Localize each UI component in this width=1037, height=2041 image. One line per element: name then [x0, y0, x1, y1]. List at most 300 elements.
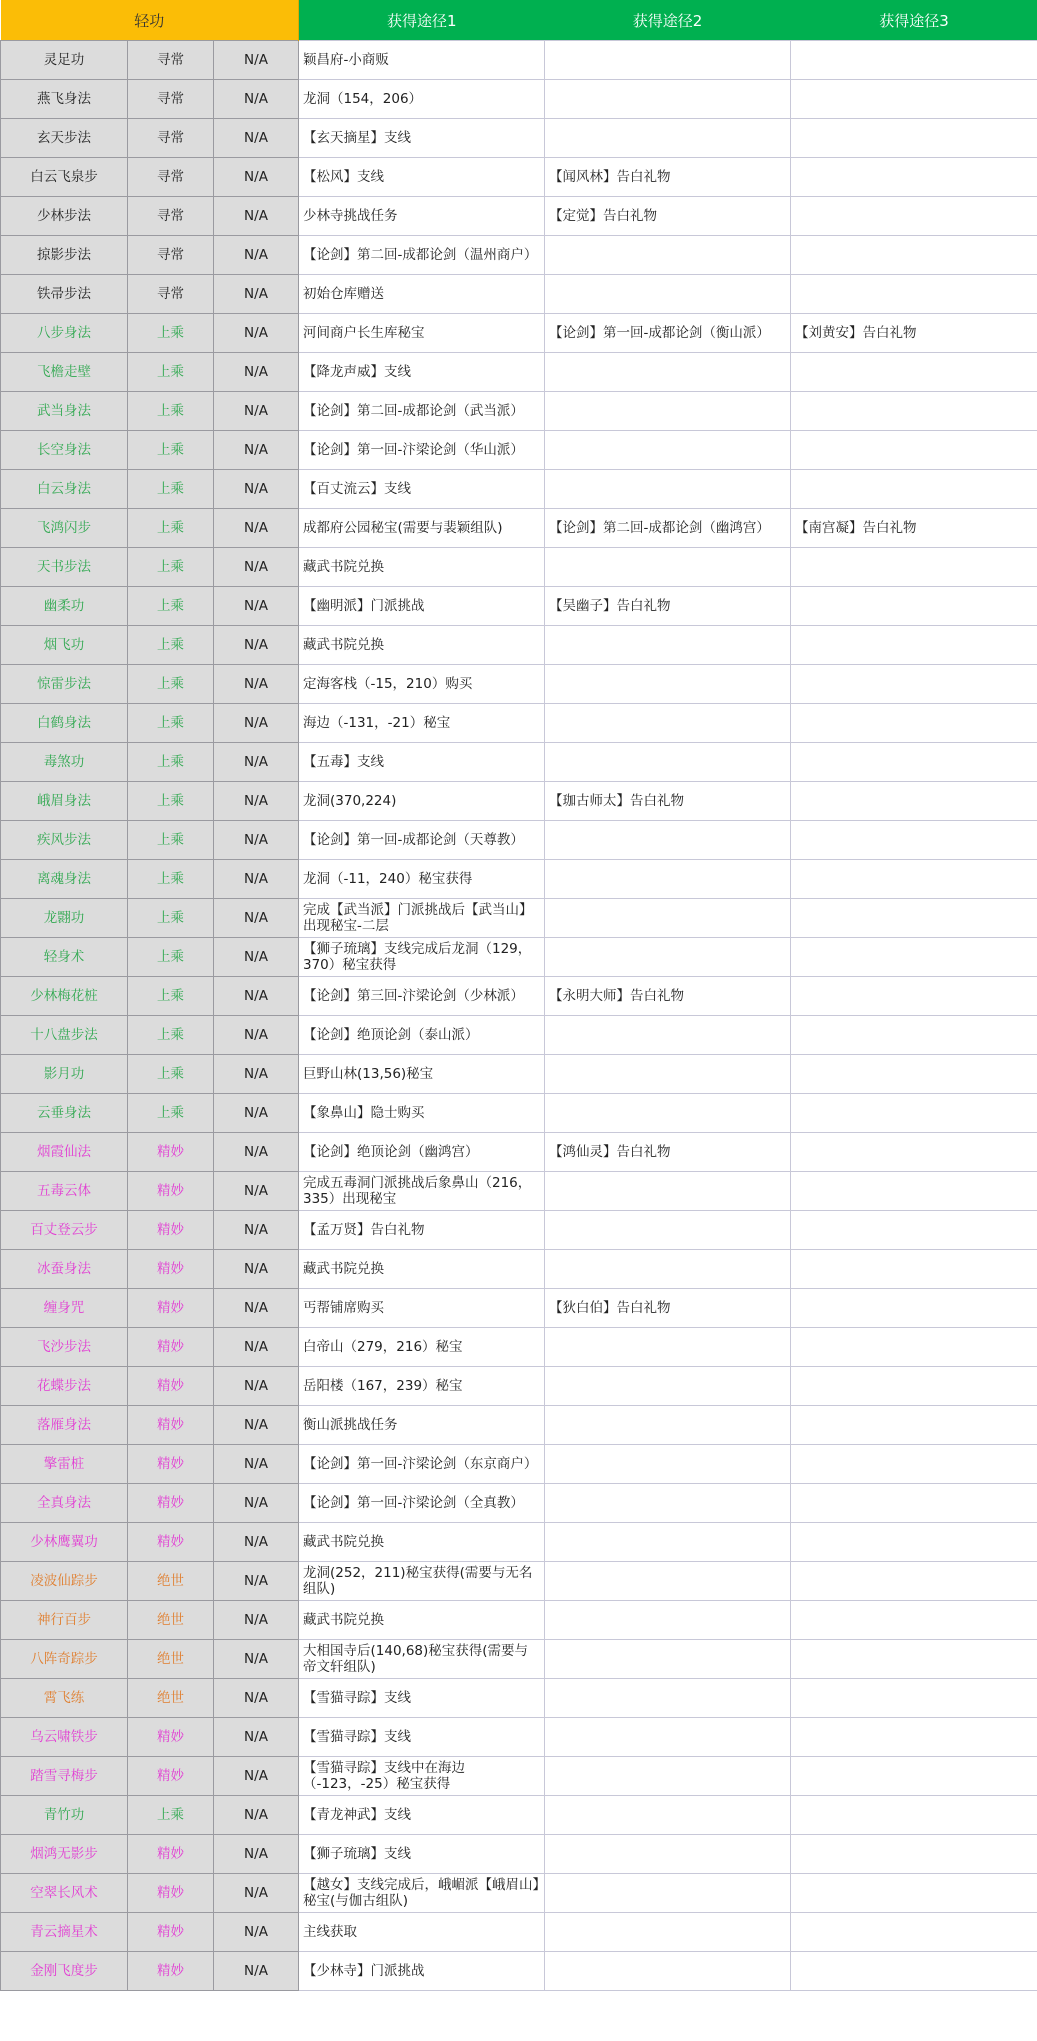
- source-3-cell: [791, 1601, 1037, 1640]
- na-cell: N/A: [214, 1952, 299, 1991]
- skill-name-cell: 白云飞泉步: [1, 158, 128, 197]
- table-row: [1, 431, 1037, 470]
- quality-cell: 上乘: [128, 1796, 214, 1835]
- skill-name-cell: 霄飞练: [1, 1679, 128, 1718]
- source-2-cell: [545, 392, 791, 431]
- na-cell: N/A: [214, 1874, 299, 1913]
- source-1-cell: 【五毒】支线: [299, 743, 545, 782]
- na-cell: N/A: [214, 1757, 299, 1796]
- table-row: [1, 1328, 1037, 1367]
- quality-cell: 上乘: [128, 821, 214, 860]
- source-2-cell: [545, 1406, 791, 1445]
- table-row: [1, 1523, 1037, 1562]
- source-1-cell: 【论剑】第二回-成都论剑（温州商户）: [299, 236, 545, 275]
- source-3-cell: [791, 1211, 1037, 1250]
- table-row: [1, 197, 1037, 236]
- source-3-cell: [791, 1679, 1037, 1718]
- source-2-cell: [545, 626, 791, 665]
- quality-cell: 绝世: [128, 1640, 214, 1679]
- source-3-cell: [791, 1874, 1037, 1913]
- source-1-cell: 龙洞（-11，240）秘宝获得: [299, 860, 545, 899]
- na-cell: N/A: [214, 665, 299, 704]
- source-2-cell: [545, 860, 791, 899]
- na-cell: N/A: [214, 1328, 299, 1367]
- source-2-cell: [545, 1328, 791, 1367]
- na-cell: N/A: [214, 626, 299, 665]
- source-1-cell: 海边（-131，-21）秘宝: [299, 704, 545, 743]
- source-3-cell: [791, 1718, 1037, 1757]
- source-3-cell: [791, 977, 1037, 1016]
- skill-name-cell: 踏雪寻梅步: [1, 1757, 128, 1796]
- source-1-cell: 【狮子琉璃】支线: [299, 1835, 545, 1874]
- quality-cell: 上乘: [128, 626, 214, 665]
- table-row: [1, 1640, 1037, 1679]
- source-2-cell: 【吴幽子】告白礼物: [545, 587, 791, 626]
- source-3-cell: [791, 275, 1037, 314]
- table-row: [1, 1718, 1037, 1757]
- skill-name-cell: 百丈登云步: [1, 1211, 128, 1250]
- source-1-cell: 少林寺挑战任务: [299, 197, 545, 236]
- source-1-cell: 定海客栈（-15，210）购买: [299, 665, 545, 704]
- table-row: [1, 158, 1037, 197]
- na-cell: N/A: [214, 860, 299, 899]
- source-3-cell: [791, 1094, 1037, 1133]
- source-1-cell: 【雪猫寻踪】支线中在海边（-123，-25）秘宝获得: [299, 1757, 545, 1796]
- table-row: [1, 821, 1037, 860]
- table-row: [1, 704, 1037, 743]
- source-2-cell: [545, 1601, 791, 1640]
- source-3-cell: [791, 1406, 1037, 1445]
- na-cell: N/A: [214, 1913, 299, 1952]
- source-3-cell: [791, 1172, 1037, 1211]
- source-2-cell: 【鸿仙灵】告白礼物: [545, 1133, 791, 1172]
- source-2-cell: [545, 1367, 791, 1406]
- table-row: [1, 236, 1037, 275]
- source-3-cell: [791, 704, 1037, 743]
- source-2-cell: 【论剑】第一回-成都论剑（衡山派）: [545, 314, 791, 353]
- source-1-cell: 【论剑】第一回-汴梁论剑（东京商户）: [299, 1445, 545, 1484]
- skill-name-cell: 金刚飞度步: [1, 1952, 128, 1991]
- skill-name-cell: 飞檐走壁: [1, 353, 128, 392]
- source-2-cell: [545, 1874, 791, 1913]
- skill-name-cell: 灵足功: [1, 41, 128, 80]
- table-row: [1, 1601, 1037, 1640]
- table-row: [1, 80, 1037, 119]
- skill-name-cell: 缠身咒: [1, 1289, 128, 1328]
- source-3-cell: [791, 80, 1037, 119]
- table-row: [1, 1679, 1037, 1718]
- na-cell: N/A: [214, 1211, 299, 1250]
- na-cell: N/A: [214, 548, 299, 587]
- source-2-cell: [545, 275, 791, 314]
- table-row: [1, 782, 1037, 821]
- source-3-cell: [791, 587, 1037, 626]
- quality-cell: 寻常: [128, 41, 214, 80]
- source-3-cell: [791, 158, 1037, 197]
- source-1-cell: 【孟万贤】告白礼物: [299, 1211, 545, 1250]
- skill-name-cell: 飞沙步法: [1, 1328, 128, 1367]
- source-2-cell: [545, 899, 791, 938]
- source-2-cell: [545, 1562, 791, 1601]
- source-2-cell: [545, 1913, 791, 1952]
- table-row: [1, 899, 1037, 938]
- source-2-cell: [545, 80, 791, 119]
- quality-cell: 上乘: [128, 431, 214, 470]
- skill-name-cell: 十八盘步法: [1, 1016, 128, 1055]
- header-source-3: 获得途径3: [791, 0, 1037, 41]
- source-3-cell: [791, 1952, 1037, 1991]
- source-2-cell: [545, 1211, 791, 1250]
- skill-name-cell: 花蝶步法: [1, 1367, 128, 1406]
- source-2-cell: 【珈古师太】告白礼物: [545, 782, 791, 821]
- quality-cell: 精妙: [128, 1874, 214, 1913]
- skill-name-cell: 幽柔功: [1, 587, 128, 626]
- quality-cell: 精妙: [128, 1718, 214, 1757]
- quality-cell: 上乘: [128, 704, 214, 743]
- source-1-cell: 大相国寺后(140,68)秘宝获得(需要与帝文轩组队): [299, 1640, 545, 1679]
- table-row: [1, 860, 1037, 899]
- header-source-2: 获得途径2: [545, 0, 791, 41]
- skill-name-cell: 少林梅花桩: [1, 977, 128, 1016]
- na-cell: N/A: [214, 821, 299, 860]
- source-2-cell: [545, 1094, 791, 1133]
- source-3-cell: [791, 665, 1037, 704]
- source-1-cell: 颖昌府-小商贩: [299, 41, 545, 80]
- source-1-cell: 主线获取: [299, 1913, 545, 1952]
- table-row: [1, 1133, 1037, 1172]
- source-2-cell: [545, 1952, 791, 1991]
- na-cell: N/A: [214, 1523, 299, 1562]
- na-cell: N/A: [214, 392, 299, 431]
- quality-cell: 寻常: [128, 119, 214, 158]
- na-cell: N/A: [214, 1796, 299, 1835]
- source-3-cell: [791, 626, 1037, 665]
- skill-name-cell: 掠影步法: [1, 236, 128, 275]
- quality-cell: 绝世: [128, 1601, 214, 1640]
- skill-name-cell: 冰蚕身法: [1, 1250, 128, 1289]
- source-1-cell: 【论剑】第二回-成都论剑（武当派）: [299, 392, 545, 431]
- quality-cell: 上乘: [128, 353, 214, 392]
- source-3-cell: [791, 548, 1037, 587]
- source-2-cell: [545, 1835, 791, 1874]
- na-cell: N/A: [214, 1562, 299, 1601]
- source-3-cell: [791, 353, 1037, 392]
- na-cell: N/A: [214, 236, 299, 275]
- quality-cell: 精妙: [128, 1484, 214, 1523]
- na-cell: N/A: [214, 938, 299, 977]
- skill-name-cell: 玄天步法: [1, 119, 128, 158]
- table-row: [1, 1406, 1037, 1445]
- source-3-cell: 【南宫凝】告白礼物: [791, 509, 1037, 548]
- na-cell: N/A: [214, 431, 299, 470]
- table-row: [1, 314, 1037, 353]
- skill-name-cell: 长空身法: [1, 431, 128, 470]
- source-2-cell: [545, 704, 791, 743]
- table-row: [1, 1289, 1037, 1328]
- source-1-cell: 【降龙声威】支线: [299, 353, 545, 392]
- source-3-cell: [791, 41, 1037, 80]
- skill-name-cell: 影月功: [1, 1055, 128, 1094]
- quality-cell: 精妙: [128, 1211, 214, 1250]
- source-1-cell: 藏武书院兑换: [299, 1601, 545, 1640]
- na-cell: N/A: [214, 1055, 299, 1094]
- source-1-cell: 藏武书院兑换: [299, 548, 545, 587]
- na-cell: N/A: [214, 899, 299, 938]
- na-cell: N/A: [214, 1718, 299, 1757]
- na-cell: N/A: [214, 1445, 299, 1484]
- na-cell: N/A: [214, 1250, 299, 1289]
- na-cell: N/A: [214, 275, 299, 314]
- source-2-cell: 【论剑】第二回-成都论剑（幽鸿宫）: [545, 509, 791, 548]
- source-3-cell: [791, 938, 1037, 977]
- quality-cell: 上乘: [128, 782, 214, 821]
- na-cell: N/A: [214, 1172, 299, 1211]
- na-cell: N/A: [214, 782, 299, 821]
- source-2-cell: [545, 1523, 791, 1562]
- source-3-cell: [791, 1289, 1037, 1328]
- source-1-cell: 丐帮铺席购买: [299, 1289, 545, 1328]
- na-cell: N/A: [214, 1367, 299, 1406]
- quality-cell: 绝世: [128, 1562, 214, 1601]
- source-1-cell: 【雪猫寻踪】支线: [299, 1718, 545, 1757]
- skill-name-cell: 龙翾功: [1, 899, 128, 938]
- na-cell: N/A: [214, 977, 299, 1016]
- skill-name-cell: 少林鹰翼功: [1, 1523, 128, 1562]
- skill-name-cell: 八步身法: [1, 314, 128, 353]
- source-3-cell: [791, 1484, 1037, 1523]
- source-1-cell: 藏武书院兑换: [299, 1523, 545, 1562]
- na-cell: N/A: [214, 1289, 299, 1328]
- skill-name-cell: 八阵奇踪步: [1, 1640, 128, 1679]
- skill-name-cell: 擎雷桩: [1, 1445, 128, 1484]
- source-1-cell: 完成【武当派】门派挑战后【武当山】出现秘宝-二层: [299, 899, 545, 938]
- skill-name-cell: 峨眉身法: [1, 782, 128, 821]
- source-1-cell: 【松风】支线: [299, 158, 545, 197]
- source-3-cell: [791, 821, 1037, 860]
- source-2-cell: [545, 236, 791, 275]
- quality-cell: 上乘: [128, 938, 214, 977]
- quality-cell: 上乘: [128, 1016, 214, 1055]
- table-row: [1, 977, 1037, 1016]
- table-row: [1, 1952, 1037, 1991]
- quality-cell: 精妙: [128, 1757, 214, 1796]
- quality-cell: 寻常: [128, 275, 214, 314]
- quality-cell: 精妙: [128, 1289, 214, 1328]
- source-1-cell: 【论剑】绝顶论剑（泰山派）: [299, 1016, 545, 1055]
- source-1-cell: 【狮子琉璃】支线完成后龙洞（129，370）秘宝获得: [299, 938, 545, 977]
- source-1-cell: 完成五毒洞门派挑战后象鼻山（216，335）出现秘宝: [299, 1172, 545, 1211]
- skill-name-cell: 青云摘星术: [1, 1913, 128, 1952]
- quality-cell: 上乘: [128, 587, 214, 626]
- skill-name-cell: 烟鸿无影步: [1, 1835, 128, 1874]
- na-cell: N/A: [214, 1094, 299, 1133]
- quality-cell: 上乘: [128, 860, 214, 899]
- quality-cell: 精妙: [128, 1445, 214, 1484]
- quality-cell: 精妙: [128, 1952, 214, 1991]
- table-row: [1, 1055, 1037, 1094]
- source-1-cell: 【玄天摘星】支线: [299, 119, 545, 158]
- skill-name-cell: 疾风步法: [1, 821, 128, 860]
- skill-name-cell: 空翠长风术: [1, 1874, 128, 1913]
- source-1-cell: 巨野山林(13,56)秘宝: [299, 1055, 545, 1094]
- na-cell: N/A: [214, 1679, 299, 1718]
- quality-cell: 上乘: [128, 977, 214, 1016]
- header-row: [1, 0, 1037, 41]
- na-cell: N/A: [214, 743, 299, 782]
- source-1-cell: 龙洞（154，206）: [299, 80, 545, 119]
- quality-cell: 精妙: [128, 1835, 214, 1874]
- source-2-cell: 【狄白伯】告白礼物: [545, 1289, 791, 1328]
- table-row: [1, 275, 1037, 314]
- source-1-cell: 龙洞(370,224): [299, 782, 545, 821]
- source-2-cell: [545, 1484, 791, 1523]
- source-3-cell: [791, 782, 1037, 821]
- source-2-cell: [545, 548, 791, 587]
- source-2-cell: 【永明大师】告白礼物: [545, 977, 791, 1016]
- source-2-cell: [545, 119, 791, 158]
- table-row: [1, 1094, 1037, 1133]
- source-1-cell: 【象鼻山】隐士购买: [299, 1094, 545, 1133]
- skill-name-cell: 飞鸿闪步: [1, 509, 128, 548]
- quality-cell: 上乘: [128, 899, 214, 938]
- quality-cell: 精妙: [128, 1523, 214, 1562]
- table-row: [1, 743, 1037, 782]
- source-1-cell: 【论剑】绝顶论剑（幽鸿宫）: [299, 1133, 545, 1172]
- table-row: [1, 1562, 1037, 1601]
- skill-name-cell: 白云身法: [1, 470, 128, 509]
- table-row: [1, 392, 1037, 431]
- source-3-cell: [791, 1367, 1037, 1406]
- skill-name-cell: 离魂身法: [1, 860, 128, 899]
- source-2-cell: [545, 821, 791, 860]
- table-body: [1, 41, 1037, 1991]
- table-row: [1, 1874, 1037, 1913]
- table-row: [1, 1757, 1037, 1796]
- source-2-cell: [545, 1796, 791, 1835]
- table-row: [1, 938, 1037, 977]
- source-3-cell: [791, 1835, 1037, 1874]
- source-1-cell: 【少林寺】门派挑战: [299, 1952, 545, 1991]
- na-cell: N/A: [214, 1640, 299, 1679]
- table-row: [1, 1250, 1037, 1289]
- skill-name-cell: 惊雷步法: [1, 665, 128, 704]
- skill-name-cell: 白鹤身法: [1, 704, 128, 743]
- source-1-cell: 【论剑】第一回-汴梁论剑（华山派）: [299, 431, 545, 470]
- table-row: [1, 1445, 1037, 1484]
- skill-name-cell: 铁帚步法: [1, 275, 128, 314]
- na-cell: N/A: [214, 470, 299, 509]
- na-cell: N/A: [214, 704, 299, 743]
- source-3-cell: [791, 1757, 1037, 1796]
- table-row: [1, 509, 1037, 548]
- na-cell: N/A: [214, 353, 299, 392]
- source-2-cell: [545, 665, 791, 704]
- table-row: [1, 626, 1037, 665]
- quality-cell: 寻常: [128, 197, 214, 236]
- source-3-cell: [791, 197, 1037, 236]
- source-1-cell: 【论剑】第三回-汴梁论剑（少林派）: [299, 977, 545, 1016]
- source-3-cell: [791, 470, 1037, 509]
- quality-cell: 上乘: [128, 548, 214, 587]
- source-2-cell: [545, 1679, 791, 1718]
- na-cell: N/A: [214, 314, 299, 353]
- skill-name-cell: 烟霞仙法: [1, 1133, 128, 1172]
- source-3-cell: [791, 392, 1037, 431]
- quality-cell: 上乘: [128, 665, 214, 704]
- source-3-cell: [791, 860, 1037, 899]
- source-3-cell: 【刘黄安】告白礼物: [791, 314, 1037, 353]
- source-2-cell: [545, 431, 791, 470]
- quality-cell: 上乘: [128, 314, 214, 353]
- na-cell: N/A: [214, 1601, 299, 1640]
- skill-name-cell: 青竹功: [1, 1796, 128, 1835]
- source-1-cell: 龙洞(252，211)秘宝获得(需要与无名组队): [299, 1562, 545, 1601]
- table-row: [1, 470, 1037, 509]
- source-2-cell: [545, 938, 791, 977]
- quality-cell: 精妙: [128, 1250, 214, 1289]
- source-1-cell: 【百丈流云】支线: [299, 470, 545, 509]
- source-2-cell: [545, 470, 791, 509]
- skill-name-cell: 毒煞功: [1, 743, 128, 782]
- source-1-cell: 【越女】支线完成后，峨嵋派【峨眉山】秘宝(与伽古组队): [299, 1874, 545, 1913]
- na-cell: N/A: [214, 1484, 299, 1523]
- quality-cell: 上乘: [128, 470, 214, 509]
- skill-name-cell: 武当身法: [1, 392, 128, 431]
- source-3-cell: [791, 1328, 1037, 1367]
- skill-name-cell: 燕飞身法: [1, 80, 128, 119]
- source-2-cell: [545, 1250, 791, 1289]
- quality-cell: 上乘: [128, 743, 214, 782]
- skill-name-cell: 天书步法: [1, 548, 128, 587]
- header-source-1: 获得途径1: [299, 0, 545, 41]
- skill-name-cell: 烟飞功: [1, 626, 128, 665]
- table-row: [1, 1172, 1037, 1211]
- source-3-cell: [791, 431, 1037, 470]
- source-1-cell: 【幽明派】门派挑战: [299, 587, 545, 626]
- na-cell: N/A: [214, 80, 299, 119]
- skill-name-cell: 落雁身法: [1, 1406, 128, 1445]
- quality-cell: 寻常: [128, 80, 214, 119]
- source-3-cell: [791, 1562, 1037, 1601]
- source-2-cell: [545, 41, 791, 80]
- source-3-cell: [791, 1250, 1037, 1289]
- quality-cell: 精妙: [128, 1406, 214, 1445]
- source-1-cell: 白帝山（279，216）秘宝: [299, 1328, 545, 1367]
- source-3-cell: [791, 743, 1037, 782]
- table-row: [1, 1913, 1037, 1952]
- table-row: [1, 1484, 1037, 1523]
- na-cell: N/A: [214, 587, 299, 626]
- table-row: [1, 1211, 1037, 1250]
- table-row: [1, 1835, 1037, 1874]
- source-1-cell: 成都府公园秘宝(需要与裴颖组队): [299, 509, 545, 548]
- source-1-cell: 河间商户长生库秘宝: [299, 314, 545, 353]
- na-cell: N/A: [214, 1406, 299, 1445]
- table-row: [1, 41, 1037, 80]
- table-row: [1, 1796, 1037, 1835]
- quality-cell: 绝世: [128, 1679, 214, 1718]
- quality-cell: 上乘: [128, 1094, 214, 1133]
- quality-cell: 精妙: [128, 1913, 214, 1952]
- source-1-cell: 藏武书院兑换: [299, 1250, 545, 1289]
- quality-cell: 上乘: [128, 1055, 214, 1094]
- header-qinggong: 轻功: [1, 0, 299, 41]
- quality-cell: 寻常: [128, 158, 214, 197]
- skill-name-cell: 五毒云体: [1, 1172, 128, 1211]
- quality-cell: 上乘: [128, 392, 214, 431]
- na-cell: N/A: [214, 1835, 299, 1874]
- source-2-cell: [545, 1172, 791, 1211]
